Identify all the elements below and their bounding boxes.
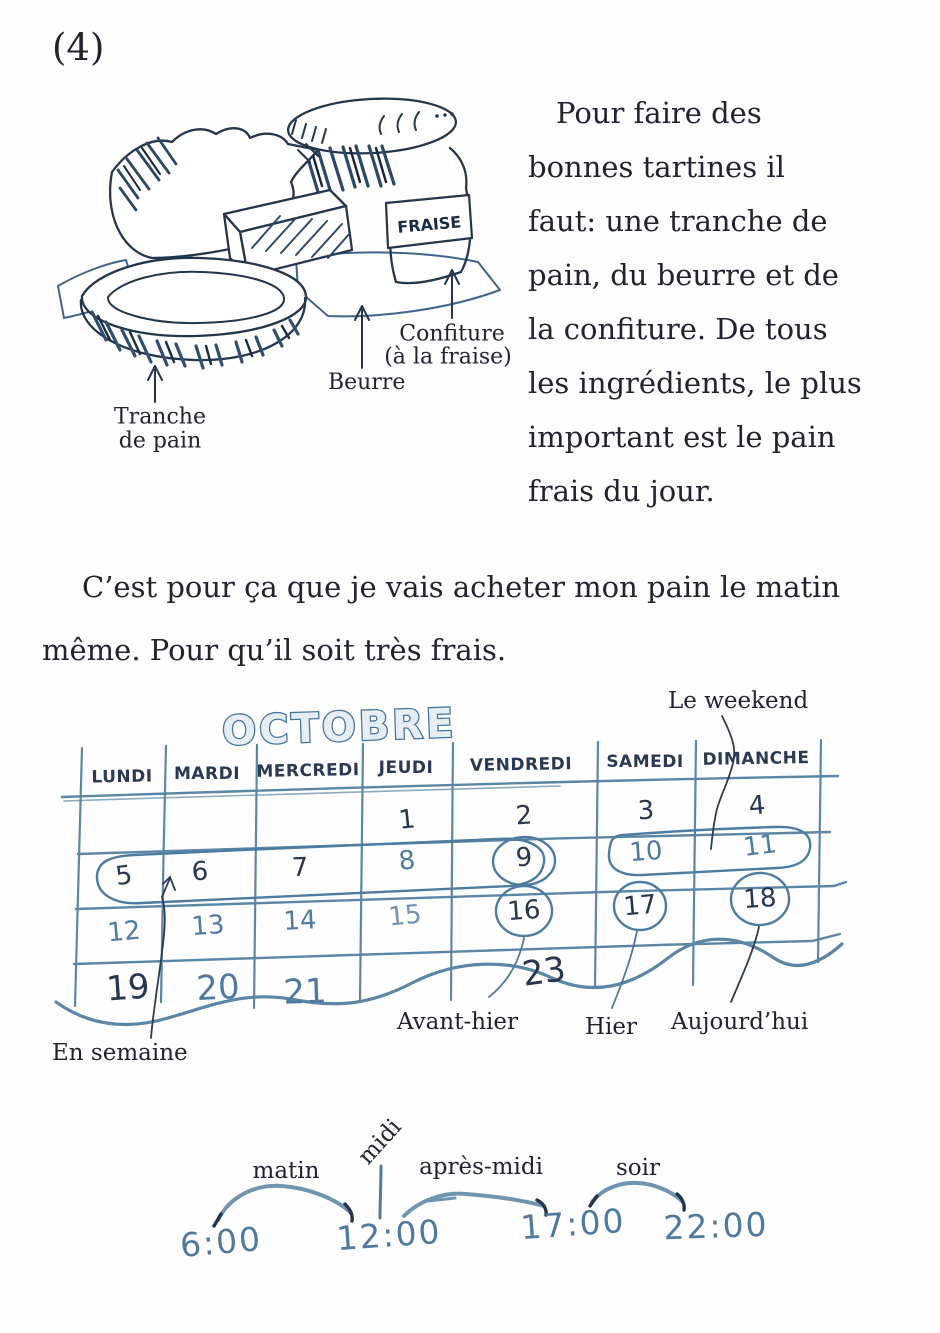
soir-label: soir	[615, 1155, 661, 1181]
calendar-day-8: 8	[397, 845, 417, 877]
calendar-day-23: 23	[519, 949, 569, 995]
midi-label: midi	[353, 1114, 407, 1170]
calendar-header-dimanche: DIMANCHE	[702, 748, 810, 770]
intro-line: bonnes tartines il	[528, 150, 785, 184]
butter-label: Beurre	[328, 370, 406, 395]
second-paragraph	[42, 556, 902, 682]
soir-arc	[592, 1183, 682, 1202]
apres-midi-label: après-midi	[419, 1154, 543, 1180]
aujourdhui-connector	[731, 927, 759, 1002]
calendar-header-mercredi: MERCREDI	[256, 760, 360, 782]
weekend-annotation: Le weekend	[668, 688, 809, 714]
bread-label-line1: Tranche	[114, 404, 206, 430]
matin-label: matin	[252, 1158, 320, 1184]
intro-line: Pour faire des	[556, 96, 762, 130]
intro-line: pain, du beurre et de	[528, 258, 839, 292]
calendar-day-4: 4	[747, 790, 767, 822]
matin-arc	[218, 1186, 351, 1220]
calendar-day-14: 14	[282, 905, 318, 937]
calendar-day-3: 3	[636, 795, 656, 827]
calendar-title: OCTOBRE	[221, 700, 458, 755]
calendar-header-samedi: SAMEDI	[606, 752, 684, 772]
time-17-00: 17:00	[519, 1200, 627, 1248]
calendar-day-7: 7	[291, 852, 309, 884]
wrapper-paper-right	[296, 252, 500, 316]
time-22-00: 22:00	[662, 1204, 770, 1248]
intro-line: la confiture. De tous	[528, 312, 828, 346]
calendar-day-5: 5	[113, 859, 135, 893]
intro-line: important est le pain	[528, 420, 836, 454]
para2-line: même. Pour qu’il soit très frais.	[42, 633, 507, 667]
calendar-day-20: 20	[195, 966, 241, 1010]
calendar-day-6: 6	[190, 856, 210, 888]
calendar-day-16: 16	[506, 894, 542, 928]
hier-annotation: Hier	[585, 1014, 638, 1040]
midi-pointer	[380, 1166, 381, 1218]
calendar-day-21: 21	[282, 971, 328, 1013]
time-6-00: 6:00	[178, 1218, 264, 1266]
jam-label-line2: (à la fraise)	[384, 344, 512, 370]
aujourdhui-annotation: Aujourd’hui	[671, 1009, 809, 1035]
intro-line: frais du jour.	[528, 474, 715, 508]
jar-label-text: FRAISE	[396, 212, 462, 237]
calendar-day-11: 11	[741, 829, 779, 863]
bread-label-line2: de pain	[118, 428, 202, 454]
calendar-day-15: 15	[386, 899, 424, 933]
weekdays-annotation: En semaine	[52, 1040, 188, 1066]
calendar-day-13: 13	[190, 909, 226, 943]
calendar-day-2: 2	[514, 800, 534, 832]
calendar-header-lundi: LUNDI	[91, 766, 153, 788]
calendar-day-1: 1	[397, 804, 417, 836]
page-number: (4)	[52, 26, 105, 69]
calendar-header-vendredi: VENDREDI	[469, 754, 573, 776]
intro-line: les ingrédients, le plus	[528, 366, 862, 400]
bread-arrow	[148, 366, 162, 402]
calendar-header-mardi: MARDI	[173, 764, 241, 784]
hier-connector	[612, 931, 637, 1008]
calendar-day-17: 17	[622, 889, 658, 923]
intro-line: faut: une tranche de	[528, 204, 828, 238]
calendar-day-19: 19	[105, 966, 151, 1010]
calendar-day-9: 9	[514, 842, 534, 874]
calendar-day-10: 10	[628, 835, 664, 869]
intro-paragraph	[528, 86, 888, 518]
para2-line: C’est pour ça que je vais acheter mon pain le matin	[82, 570, 841, 604]
time-12-00: 12:00	[335, 1211, 443, 1259]
butter-arrow	[355, 306, 369, 368]
calendar-header-jeudi: JEUDI	[378, 758, 434, 778]
jam-label-line1: Confiture	[399, 321, 505, 347]
avant-hier-annotation: Avant-hier	[397, 1009, 518, 1035]
calendar-day-18: 18	[742, 882, 778, 916]
calendar-day-12: 12	[106, 915, 142, 949]
